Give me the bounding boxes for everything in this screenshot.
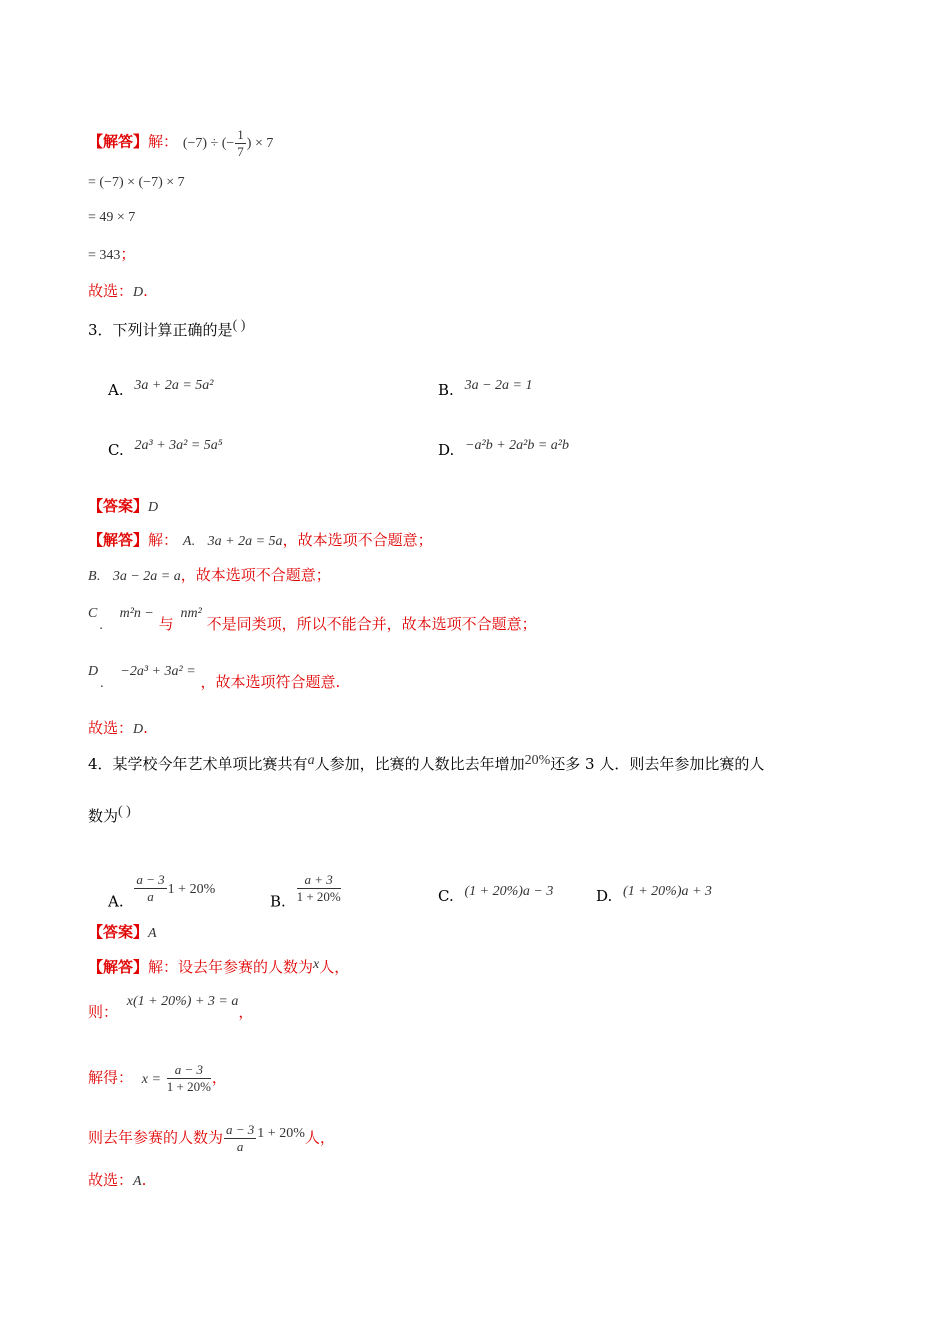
q4-conclusion bbox=[88, 1122, 335, 1155]
punct: ， bbox=[238, 1003, 254, 1021]
q3-option-a bbox=[108, 380, 213, 402]
option-label: A. bbox=[108, 892, 124, 911]
punct: . bbox=[96, 569, 101, 584]
q4-solution-result bbox=[88, 1062, 227, 1095]
q4-stem-line2 bbox=[88, 806, 131, 828]
q3-solution-c bbox=[88, 602, 537, 633]
solution-text: 则去年参赛的人数为 bbox=[88, 1128, 224, 1147]
q3-answer bbox=[88, 496, 158, 518]
variable: a bbox=[307, 753, 315, 768]
choose-value: A bbox=[133, 1174, 142, 1189]
answer-label: 【答案】 bbox=[88, 923, 149, 941]
denominator: a bbox=[147, 889, 154, 904]
punct: . bbox=[143, 719, 148, 737]
question-stem: 某学校今年艺术单项比赛共有 bbox=[112, 755, 308, 773]
expr-part: (−7) ÷ (− bbox=[182, 135, 235, 151]
q3-choose bbox=[88, 718, 148, 740]
solution-text: 人， bbox=[319, 958, 350, 976]
solution-math: 1 + 20% bbox=[257, 1125, 305, 1141]
denominator: 7 bbox=[237, 144, 244, 159]
solution-math: −2a³ + 3a² = bbox=[120, 664, 196, 679]
answer-value: D bbox=[148, 500, 159, 515]
choose-value: D bbox=[133, 722, 144, 737]
punct: ； bbox=[120, 245, 136, 263]
q4-option-c bbox=[438, 886, 553, 908]
option-math: 2a³ + 3a² = 5a⁵ bbox=[134, 438, 223, 453]
expr-part: ) × 7 bbox=[246, 135, 274, 151]
solution-text: 不是同类项，所以不能合并，故本选项不合题意； bbox=[206, 615, 537, 633]
jie-text: 解： bbox=[148, 531, 179, 549]
q3-option-c bbox=[108, 440, 223, 462]
question-number: 3． bbox=[88, 321, 113, 339]
q2-choose bbox=[88, 281, 148, 303]
fraction bbox=[235, 127, 246, 160]
option-math: 3a + 2a = 5a² bbox=[134, 378, 214, 393]
numerator: a − 3 bbox=[226, 1122, 255, 1137]
solution-text: ，故本选项符合题意. bbox=[200, 673, 341, 691]
solution-text: 人， bbox=[304, 1128, 335, 1147]
solution-label: 【解答】 bbox=[88, 132, 149, 151]
q2-solution-line1 bbox=[88, 127, 273, 160]
option-letter: A bbox=[182, 534, 192, 549]
solution-text: ，故本选项不合题意； bbox=[282, 531, 433, 549]
fraction bbox=[224, 1122, 256, 1155]
math-expression bbox=[182, 127, 274, 159]
q4-solution-equation bbox=[88, 994, 254, 1024]
q3-option-d bbox=[438, 440, 569, 462]
q4-solution-intro bbox=[88, 957, 349, 979]
option-math: 1 + 20% bbox=[167, 881, 216, 897]
q4-stem-line1 bbox=[88, 754, 764, 776]
option-letter: B bbox=[88, 569, 97, 584]
q4-choose bbox=[88, 1170, 146, 1192]
q3-option-b bbox=[438, 380, 532, 402]
q2-solution-line4 bbox=[88, 244, 135, 266]
q3-stem bbox=[88, 320, 245, 342]
numerator: 1 bbox=[237, 127, 244, 142]
answer-blank: ( ) bbox=[232, 318, 246, 333]
solution-math: nm² bbox=[180, 606, 202, 621]
q4-option-a bbox=[108, 872, 216, 919]
answer-value: A bbox=[148, 926, 157, 941]
option-label: D. bbox=[438, 441, 455, 459]
q3-solution-d bbox=[88, 660, 341, 691]
q4-option-b bbox=[270, 872, 342, 919]
option-label: A. bbox=[108, 381, 124, 399]
numerator: a − 3 bbox=[167, 1062, 211, 1079]
jie-text: 解： bbox=[148, 132, 179, 151]
punct: . bbox=[141, 1171, 147, 1189]
solution-math: 3a − 2a = a bbox=[112, 569, 181, 584]
solution-math: x = bbox=[141, 1071, 161, 1087]
denominator: 1 + 20% bbox=[296, 889, 341, 904]
choose-label: 故选： bbox=[88, 1171, 134, 1189]
option-math: (1 + 20%)a − 3 bbox=[464, 884, 554, 899]
option-label: C. bbox=[108, 441, 124, 459]
solution-math: m²n − bbox=[119, 606, 154, 621]
q3-solution-b bbox=[88, 565, 331, 587]
question-number: 4． bbox=[88, 755, 113, 773]
q2-solution-line2: = (−7) × (−7) × 7 bbox=[88, 175, 185, 190]
choose-label: 故选： bbox=[88, 719, 134, 737]
option-label: B. bbox=[270, 892, 286, 911]
punct: . bbox=[143, 282, 148, 300]
solution-text: 解：设去年参赛的人数为 bbox=[148, 958, 314, 976]
numerator: a + 3 bbox=[297, 872, 341, 889]
option-letter: D bbox=[88, 664, 99, 679]
option-label: B. bbox=[438, 381, 454, 399]
solution-text: 与 bbox=[158, 615, 174, 633]
denominator: 1 + 20% bbox=[166, 1079, 211, 1094]
punct: . bbox=[191, 534, 195, 549]
numerator: a − 3 bbox=[136, 872, 165, 887]
solution-label: 【解答】 bbox=[88, 531, 149, 549]
q4-option-d bbox=[596, 886, 712, 908]
percent: 20% bbox=[524, 753, 551, 768]
solution-label: 【解答】 bbox=[88, 958, 149, 976]
solution-math: 3a + 2a = 5a bbox=[207, 534, 283, 549]
option-label: C. bbox=[438, 887, 454, 905]
punct: . bbox=[99, 618, 103, 633]
question-stem: 还多 3 人．则去年参加比赛的人 bbox=[550, 755, 765, 773]
denominator: a bbox=[236, 1139, 244, 1154]
solution-math: x(1 + 20%) + 3 = a bbox=[126, 994, 239, 1009]
punct: . bbox=[100, 676, 104, 691]
fraction bbox=[297, 872, 341, 905]
solution-text: 解得： bbox=[88, 1068, 134, 1087]
choose-value: D bbox=[133, 285, 144, 300]
option-label: D. bbox=[596, 887, 613, 905]
option-math: 3a − 2a = 1 bbox=[464, 378, 533, 393]
answer-label: 【答案】 bbox=[88, 497, 149, 515]
solution-text: 则： bbox=[88, 1003, 119, 1021]
q4-answer bbox=[88, 922, 157, 944]
question-stem: 下列计算正确的是 bbox=[112, 321, 233, 339]
question-stem: 人参加，比赛的人数比去年增加 bbox=[314, 755, 525, 773]
result-value: = 343 bbox=[88, 248, 121, 263]
punct: ， bbox=[211, 1068, 227, 1087]
fraction bbox=[167, 1062, 211, 1095]
fraction bbox=[134, 872, 166, 905]
q2-solution-line3: = 49 × 7 bbox=[88, 210, 136, 225]
variable: x bbox=[313, 957, 320, 972]
choose-label: 故选： bbox=[88, 282, 134, 300]
option-math: −a²b + 2a²b = a²b bbox=[465, 438, 569, 453]
answer-blank: ( ) bbox=[118, 804, 131, 819]
q3-solution-a bbox=[88, 530, 433, 552]
option-math: (1 + 20%)a + 3 bbox=[623, 884, 712, 899]
question-stem: 数为 bbox=[88, 807, 119, 825]
option-letter: C bbox=[88, 606, 98, 621]
solution-text: ，故本选项不合题意； bbox=[180, 566, 331, 584]
